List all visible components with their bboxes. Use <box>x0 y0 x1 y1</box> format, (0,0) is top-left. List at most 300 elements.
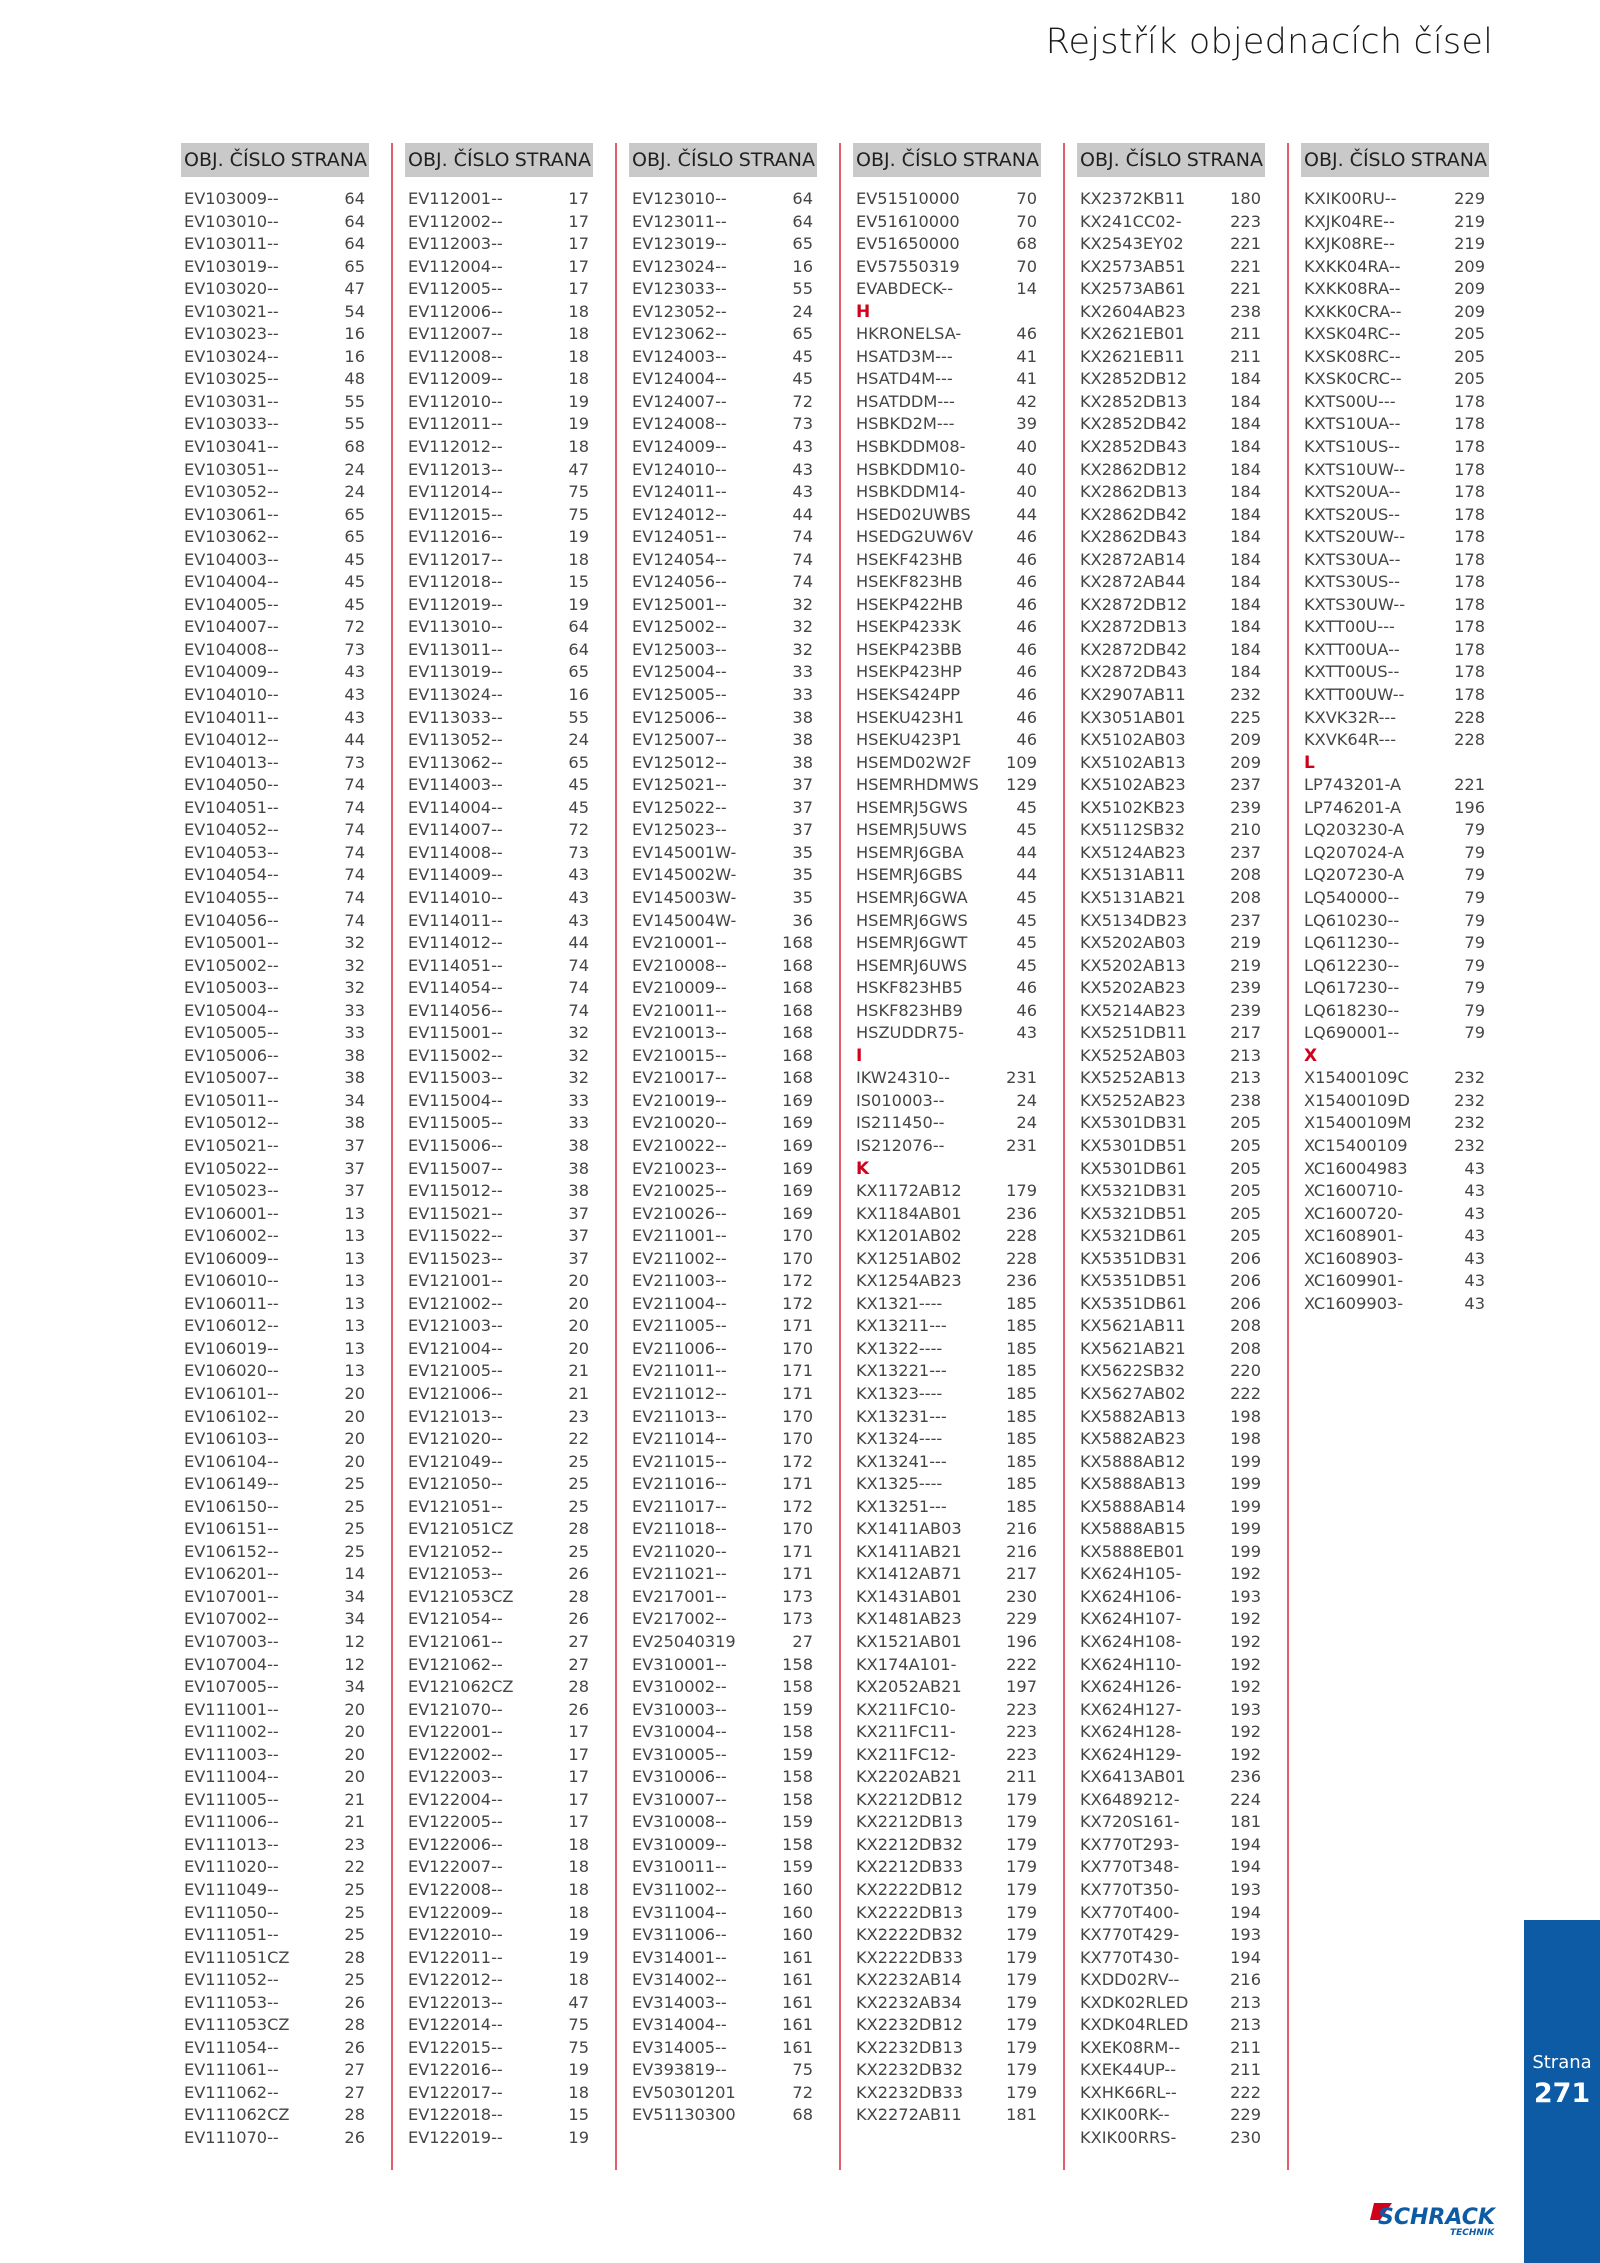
order-number: EV211001-- <box>632 1226 727 1246</box>
order-number: EV211011-- <box>632 1361 727 1381</box>
page-ref: 232 <box>1454 1068 1485 1088</box>
order-number: HSEMRJ6GWA <box>856 887 968 907</box>
index-entry <box>1301 188 1489 211</box>
index-list <box>1077 188 1265 2150</box>
page-ref: 25 <box>344 1902 365 1922</box>
order-number: EV106011-- <box>184 1293 279 1313</box>
index-entry <box>405 955 593 978</box>
page-ref: 45 <box>1016 933 1037 953</box>
page-ref: 169 <box>782 1113 813 1133</box>
order-number: XC1609903- <box>1304 1293 1404 1313</box>
order-number: EV115021-- <box>408 1203 503 1223</box>
index-entry <box>1301 1000 1489 1023</box>
index-entry <box>405 1270 593 1293</box>
order-number: EV210026-- <box>632 1203 727 1223</box>
order-number: EV122019-- <box>408 2128 503 2148</box>
order-number: EV124054-- <box>632 549 727 569</box>
index-entry <box>405 639 593 662</box>
index-entry <box>853 932 1041 955</box>
page-ref: 160 <box>782 1925 813 1945</box>
page-ref: 68 <box>1016 234 1037 254</box>
page-ref: 25 <box>344 1880 365 1900</box>
order-number: EV104051-- <box>184 797 279 817</box>
order-number: EV210023-- <box>632 1158 727 1178</box>
page-ref: 40 <box>1016 459 1037 479</box>
index-entry <box>629 1248 817 1271</box>
index-entry <box>629 1654 817 1677</box>
page-ref: 46 <box>1016 572 1037 592</box>
order-number: EV210020-- <box>632 1113 727 1133</box>
order-number: EV105006-- <box>184 1045 279 1065</box>
page-ref: 47 <box>568 459 589 479</box>
page-ref: 228 <box>1454 730 1485 750</box>
order-number: KX5214AB23 <box>1080 1000 1186 1020</box>
page-ref: 32 <box>792 617 813 637</box>
order-number: EV114003-- <box>408 775 503 795</box>
index-entry <box>629 774 817 797</box>
index-entry <box>181 1248 369 1271</box>
index-entry <box>181 1608 369 1631</box>
page-ref: 34 <box>344 1609 365 1629</box>
index-entry <box>853 1428 1041 1451</box>
page-ref: 208 <box>1230 887 1261 907</box>
index-entry <box>181 1969 369 1992</box>
page-ref: 237 <box>1230 842 1261 862</box>
page-ref: 237 <box>1230 910 1261 930</box>
order-number: EV123052-- <box>632 301 727 321</box>
order-number: EV124009-- <box>632 437 727 457</box>
index-entry <box>629 2082 817 2105</box>
page-ref: 211 <box>1230 2037 1261 2057</box>
page-ref: 43 <box>568 887 589 907</box>
index-entry <box>1077 774 1265 797</box>
page-ref: 38 <box>792 707 813 727</box>
page-ref: 199 <box>1230 1474 1261 1494</box>
index-entry <box>181 211 369 234</box>
index-entry <box>1301 1090 1489 1113</box>
order-number: EV122013-- <box>408 1992 503 2012</box>
index-entry <box>1301 526 1489 549</box>
index-entry <box>181 1383 369 1406</box>
order-number: EV125012-- <box>632 752 727 772</box>
page-ref: 46 <box>1016 527 1037 547</box>
index-entry <box>1077 1586 1265 1609</box>
order-number: KX211FC10- <box>856 1699 956 1719</box>
order-number: KX1325---- <box>856 1474 943 1494</box>
index-entry <box>1077 1608 1265 1631</box>
page-ref: 46 <box>1016 707 1037 727</box>
page-ref: 184 <box>1230 572 1261 592</box>
page-ref: 73 <box>792 414 813 434</box>
index-entry <box>181 1451 369 1474</box>
page-ref: 179 <box>1006 2015 1037 2035</box>
order-number: EV124008-- <box>632 414 727 434</box>
index-entry <box>853 1022 1041 1045</box>
order-number: EV106102-- <box>184 1406 279 1426</box>
order-number: KX2862DB43 <box>1080 527 1188 547</box>
index-entry <box>1301 549 1489 572</box>
order-number: KX2272AB11 <box>856 2105 962 2125</box>
index-entry <box>629 2104 817 2127</box>
order-number: HSATD4M--- <box>856 369 953 389</box>
index-entry <box>181 594 369 617</box>
page-ref: 19 <box>568 414 589 434</box>
order-number: HSKF823HB5 <box>856 978 963 998</box>
order-number: KXEK08RM-- <box>1080 2037 1181 2057</box>
order-number: EV112002-- <box>408 211 503 231</box>
page-ref: 168 <box>782 1045 813 1065</box>
order-number: EV106149-- <box>184 1474 279 1494</box>
index-entry <box>1077 391 1265 414</box>
order-number: X15400109D <box>1304 1090 1410 1110</box>
page-ref: 19 <box>568 2128 589 2148</box>
index-entry <box>1077 1924 1265 1947</box>
order-number: EV122002-- <box>408 1744 503 1764</box>
page-ref: 185 <box>1006 1338 1037 1358</box>
index-entry <box>853 1992 1041 2015</box>
order-number: EV111070-- <box>184 2128 279 2148</box>
index-entry <box>629 819 817 842</box>
page-ref: 238 <box>1230 1090 1261 1110</box>
page-ref: 158 <box>782 1677 813 1697</box>
index-entry <box>1077 1180 1265 1203</box>
order-number: EV107002-- <box>184 1609 279 1629</box>
page-ref: 74 <box>568 978 589 998</box>
order-number: EV51510000 <box>856 189 960 208</box>
order-number: EV114011-- <box>408 910 503 930</box>
order-number: KX2232AB14 <box>856 1970 962 1990</box>
order-number: KX2543EY02 <box>1080 234 1184 254</box>
page-ref: 236 <box>1006 1271 1037 1291</box>
page-ref: 239 <box>1230 978 1261 998</box>
page-ref: 196 <box>1006 1632 1037 1651</box>
page-ref: 20 <box>344 1722 365 1742</box>
page-ref: 26 <box>568 1609 589 1629</box>
page-ref: 169 <box>782 1158 813 1178</box>
order-number: EV121062CZ <box>408 1677 514 1697</box>
index-entry <box>629 1902 817 1925</box>
order-number: EV210019-- <box>632 1090 727 1110</box>
order-number: EV114051-- <box>408 955 503 975</box>
page-ref: 64 <box>344 211 365 231</box>
index-entry <box>181 571 369 594</box>
order-number: KX5888AB14 <box>1080 1496 1186 1516</box>
index-entry <box>405 864 593 887</box>
page-ref: 64 <box>568 639 589 659</box>
order-number: EV125023-- <box>632 820 727 840</box>
page-ref: 171 <box>782 1474 813 1494</box>
order-number: KX5882AB23 <box>1080 1429 1186 1449</box>
index-entry <box>1301 1248 1489 1271</box>
index-entry <box>1077 346 1265 369</box>
index-entry <box>629 1518 817 1541</box>
order-number: EV124010-- <box>632 459 727 479</box>
order-number: EV106201-- <box>184 1564 279 1584</box>
page-ref: 19 <box>568 527 589 547</box>
order-number: KX2212DB33 <box>856 1857 964 1877</box>
order-number: EV104013-- <box>184 752 279 772</box>
index-entry <box>1301 1067 1489 1090</box>
order-number: KXKK0CRA-- <box>1304 301 1402 321</box>
order-number: EV112003-- <box>408 234 503 254</box>
order-number: EV211020-- <box>632 1541 727 1561</box>
index-entry <box>629 1135 817 1158</box>
index-entry <box>405 1158 593 1181</box>
page-ref: 72 <box>568 820 589 840</box>
index-entry <box>405 301 593 324</box>
page-ref: 230 <box>1006 1586 1037 1606</box>
index-entry <box>1301 616 1489 639</box>
index-entry <box>629 1766 817 1789</box>
index-entry <box>181 1360 369 1383</box>
order-number: KX5351DB51 <box>1080 1271 1188 1291</box>
index-entry <box>1077 1744 1265 1767</box>
index-entry <box>405 1676 593 1699</box>
index-entry <box>1077 797 1265 820</box>
order-number: KXSK04RC-- <box>1304 324 1401 344</box>
order-number: HSEKF423HB <box>856 549 963 569</box>
page-ref: 34 <box>344 1586 365 1606</box>
page-ref: 37 <box>568 1248 589 1268</box>
page-ref: 18 <box>568 437 589 457</box>
index-entry <box>853 323 1041 346</box>
index-entry <box>405 504 593 527</box>
index-entry <box>853 1000 1041 1023</box>
index-entry <box>181 684 369 707</box>
index-entry <box>629 526 817 549</box>
index-entry <box>181 774 369 797</box>
index-entry <box>405 842 593 865</box>
order-number: KX2872DB13 <box>1080 617 1188 637</box>
index-entry <box>629 1225 817 1248</box>
page-ref: 44 <box>1016 842 1037 862</box>
order-number: EV103062-- <box>184 527 279 547</box>
order-number: EV106104-- <box>184 1451 279 1471</box>
page-ref: 159 <box>782 1857 813 1877</box>
index-entry <box>1077 436 1265 459</box>
order-number: EV112011-- <box>408 414 503 434</box>
index-entry <box>1077 932 1265 955</box>
logo-brand: SCHRACK <box>1378 2205 1495 2230</box>
index-entry <box>405 2037 593 2060</box>
order-number: KX2872DB43 <box>1080 662 1188 682</box>
index-entry <box>181 1293 369 1316</box>
order-number: KX2872AB44 <box>1080 572 1186 592</box>
order-number: KX211FC12- <box>856 1744 956 1764</box>
index-entry <box>629 278 817 301</box>
index-column <box>405 143 593 2150</box>
index-list <box>1301 188 1489 1315</box>
index-entry <box>1077 819 1265 842</box>
index-entry <box>181 1721 369 1744</box>
page-ref: 15 <box>568 2105 589 2125</box>
page-ref: 65 <box>792 324 813 344</box>
page-ref: 184 <box>1230 482 1261 502</box>
order-number: KX2872DB42 <box>1080 639 1188 659</box>
page-ref: 205 <box>1230 1158 1261 1178</box>
order-number: EV103052-- <box>184 482 279 502</box>
order-number: X15400109C <box>1304 1068 1409 1088</box>
page-ref: 221 <box>1230 234 1261 254</box>
order-number: EV124004-- <box>632 369 727 389</box>
order-number: EV106151-- <box>184 1519 279 1539</box>
order-number: EV112015-- <box>408 504 503 524</box>
order-number: KX770T430- <box>1080 1947 1180 1967</box>
index-entry <box>853 2014 1041 2037</box>
order-number: EV310007-- <box>632 1789 727 1809</box>
order-number: KX2232DB13 <box>856 2037 964 2057</box>
order-number: KX2907AB11 <box>1080 685 1186 705</box>
order-number: KX13231--- <box>856 1406 947 1426</box>
index-list <box>629 188 817 2127</box>
order-number: KX624H108- <box>1080 1632 1182 1651</box>
order-number: EV107003-- <box>184 1632 279 1651</box>
index-entry <box>1077 729 1265 752</box>
index-entry <box>853 1676 1041 1699</box>
order-number: EV112010-- <box>408 391 503 411</box>
index-entry <box>405 1090 593 1113</box>
index-entry <box>405 1541 593 1564</box>
page-ref: 169 <box>782 1203 813 1223</box>
order-number: EV121053CZ <box>408 1586 514 1606</box>
page-ref: 70 <box>1016 211 1037 231</box>
index-entry <box>405 1180 593 1203</box>
order-number: XC1608903- <box>1304 1248 1404 1268</box>
order-number: KXTS30UW-- <box>1304 594 1406 614</box>
index-entry <box>405 1969 593 1992</box>
index-entry <box>181 1158 369 1181</box>
page-ref: 194 <box>1230 1834 1261 1854</box>
index-entry <box>405 1360 593 1383</box>
page-ref: 32 <box>344 955 365 975</box>
order-number: EV211017-- <box>632 1496 727 1516</box>
index-entry <box>181 1473 369 1496</box>
page-ref: 73 <box>568 842 589 862</box>
index-entry <box>629 1541 817 1564</box>
order-number: KX1322---- <box>856 1338 943 1358</box>
page-ref: 192 <box>1230 1564 1261 1584</box>
page-ref: 216 <box>1006 1519 1037 1539</box>
order-number: EV210025-- <box>632 1181 727 1201</box>
order-number: EV112012-- <box>408 437 503 457</box>
order-number: EV106002-- <box>184 1226 279 1246</box>
order-number: EV113010-- <box>408 617 503 637</box>
page-ref: 205 <box>1230 1203 1261 1223</box>
page-ref: 25 <box>344 1541 365 1561</box>
order-number: EV51650000 <box>856 234 960 254</box>
index-entry <box>181 1699 369 1722</box>
order-number: EV210015-- <box>632 1045 727 1065</box>
index-entry <box>1077 301 1265 324</box>
index-entry <box>1077 549 1265 572</box>
index-entry <box>629 661 817 684</box>
order-number: KX1251AB02 <box>856 1248 962 1268</box>
order-number: HSEKU423P1 <box>856 730 962 750</box>
header-order-number: OBJ. ČÍSLO <box>632 149 734 171</box>
page-ref: 45 <box>1016 887 1037 907</box>
order-number: KXTS20US-- <box>1304 504 1400 524</box>
index-entry <box>405 1721 593 1744</box>
page-ref: 228 <box>1006 1248 1037 1268</box>
order-number: KX2862DB13 <box>1080 482 1188 502</box>
page-ref: 232 <box>1454 1135 1485 1155</box>
order-number: EV210017-- <box>632 1068 727 1088</box>
index-entry <box>629 1045 817 1068</box>
index-entry <box>629 1180 817 1203</box>
page-ref: 12 <box>344 1654 365 1674</box>
page-ref: 172 <box>782 1496 813 1516</box>
index-entry <box>405 1135 593 1158</box>
page-ref: 205 <box>1230 1226 1261 1246</box>
index-entry <box>1301 1022 1489 1045</box>
index-entry <box>405 707 593 730</box>
order-number: KX6413AB01 <box>1080 1767 1186 1787</box>
page-ref: 25 <box>568 1474 589 1494</box>
order-number: EV111061-- <box>184 2060 279 2080</box>
page-ref: 25 <box>568 1451 589 1471</box>
index-entry <box>629 932 817 955</box>
order-number: EV310004-- <box>632 1722 727 1742</box>
order-number: KX624H107- <box>1080 1609 1182 1629</box>
order-number: KXDK02RLED <box>1080 1992 1189 2012</box>
order-number: KX2222DB32 <box>856 1925 964 1945</box>
index-entry <box>629 188 817 211</box>
index-entry <box>405 481 593 504</box>
index-entry <box>405 797 593 820</box>
index-entry <box>1077 188 1265 211</box>
index-entry <box>181 2127 369 2150</box>
index-entry <box>853 1608 1041 1631</box>
index-entry <box>405 2082 593 2105</box>
index-entry <box>629 1067 817 1090</box>
page-ref: 45 <box>344 572 365 592</box>
index-entry <box>405 1699 593 1722</box>
index-entry <box>853 1112 1041 1135</box>
order-number: KX770T293- <box>1080 1834 1180 1854</box>
page-ref: 17 <box>568 189 589 208</box>
page-ref: 20 <box>568 1338 589 1358</box>
index-entry <box>405 1789 593 1812</box>
index-entry <box>405 594 593 617</box>
page-ref: 181 <box>1006 2105 1037 2125</box>
page-ref: 16 <box>344 346 365 366</box>
page-ref: 38 <box>792 730 813 750</box>
page-ref: 184 <box>1230 662 1261 682</box>
index-entry <box>853 1180 1041 1203</box>
index-entry <box>853 436 1041 459</box>
index-entry <box>1077 1518 1265 1541</box>
order-number: LQ207230-A <box>1304 865 1405 885</box>
header-order-number: OBJ. ČÍSLO <box>408 149 510 171</box>
index-entry <box>629 2037 817 2060</box>
index-entry <box>1077 1315 1265 1338</box>
order-number: EV310002-- <box>632 1677 727 1697</box>
index-entry <box>629 1789 817 1812</box>
page-ref: 27 <box>568 1632 589 1651</box>
order-number: KX2621EB01 <box>1080 324 1185 344</box>
page-ref: 25 <box>344 1970 365 1990</box>
index-column <box>629 143 817 2127</box>
page-ref: 17 <box>568 1789 589 1809</box>
order-number: EV114054-- <box>408 978 503 998</box>
page-ref: 74 <box>344 887 365 907</box>
index-entry <box>853 661 1041 684</box>
page-ref: 18 <box>568 1880 589 1900</box>
index-entry <box>629 1969 817 1992</box>
index-entry <box>1077 1992 1265 2015</box>
order-number: EV125005-- <box>632 685 727 705</box>
page-ref: 178 <box>1454 549 1485 569</box>
